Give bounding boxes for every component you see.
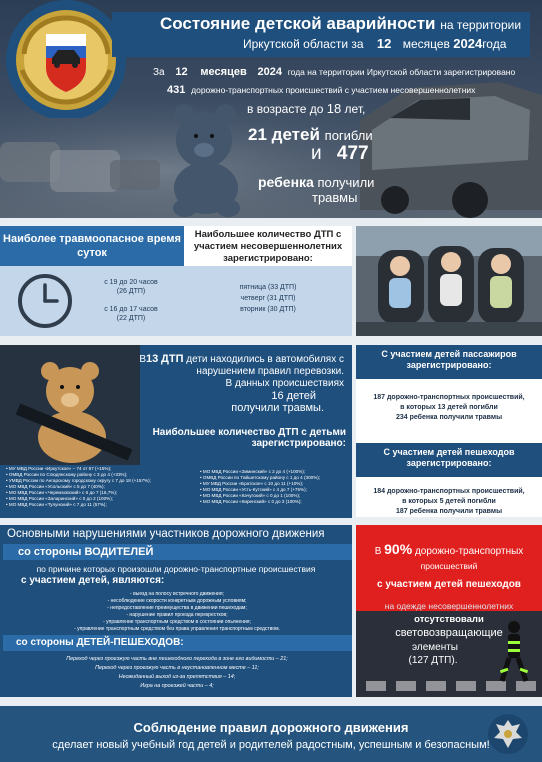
region-list-right: [200, 469, 350, 505]
traffic-police-emblem-icon: [0, 0, 130, 118]
reflect-r8: (127 ДТП).: [408, 655, 458, 666]
violations-panel: [0, 525, 352, 697]
list-item: • МО МВД России «Качугский» с 0 до 1 (100%);: [200, 493, 301, 498]
hero-killed-n: 21: [248, 125, 267, 144]
list-item: - управление транспортным средством в состоянии опьянения;: [103, 619, 251, 625]
time-slot-2-count: (22 ДТП): [116, 315, 146, 322]
passengers-b2: в которых 13 детей погибли: [400, 404, 498, 411]
reflect-r4: на одежде несовершеннолетних: [384, 601, 514, 611]
list-item: Переход через проезжую часть вне пешеходного перехода в зоне его видимости – 21;: [66, 656, 288, 662]
children-car-seats-photo: [356, 226, 542, 336]
reflect-r3: с участием детей пешеходов: [377, 579, 521, 590]
pedestrians-list: [9, 655, 345, 691]
list-item: • МО МВД России «Заларинский» с 0 до 2 (100%);: [6, 496, 114, 501]
hero-l1-n: 12: [175, 66, 188, 78]
hero-injured-n: 477: [336, 143, 369, 164]
car-seats-illustration: [356, 226, 542, 336]
page-subtitle: [243, 36, 506, 51]
footer-line-1: Соблюдение правил дорожного движения: [133, 720, 409, 735]
pedestrians-head: С участием детей пешеходов зарегистрировано:: [356, 443, 542, 477]
footer-line-2: сделает новый учебный год детей и родителей радостным, успешным и безопасным!: [52, 739, 490, 751]
hero-killed-word: детей: [271, 125, 320, 144]
time-slot-2: [86, 305, 176, 323]
region-list-left: [6, 466, 196, 508]
violations-intro: по причине которых произошли дорожно-транспортные происшествия: [36, 564, 316, 574]
belt-l1-dtp: ДТП: [161, 353, 184, 365]
list-item: - непредоставление преимущества в движении пешеходам;: [107, 605, 247, 611]
passengers-pedestrians-panel: [356, 345, 542, 515]
reflect-r1: дорожно-транспортных: [414, 546, 524, 557]
hero-l2-rest: дорожно-транспортных происшествий с участием несовершеннолетних: [191, 85, 476, 95]
belt-lines: [128, 353, 344, 414]
list-item: • УМВД России по Ангарскому городскому округу с 7 до 18 (+157%);: [6, 478, 151, 483]
passengers-b1: 187 дорожно-транспортных происшествий,: [373, 394, 525, 401]
list-item: - управление транспортным средством без права управления транспортным средством.: [74, 626, 280, 632]
teddy-bear-seatbelt-icon: [0, 345, 140, 465]
hero-and: [311, 143, 369, 165]
hero-l1-y: 2024: [257, 66, 282, 78]
pedestrians-body: [356, 487, 542, 517]
days-list: [184, 283, 352, 314]
hero-and-word: и: [311, 143, 322, 164]
time-panel-head: Наиболее травмоопасное время суток: [0, 226, 184, 266]
list-item: • МО МВД России «Тулунский» с 7 до 11 (57%);: [6, 502, 107, 507]
belt-line-1: [128, 353, 344, 366]
title-months-n: 12: [376, 36, 392, 51]
reflect-r5: отсутствовали: [414, 614, 484, 625]
day-3: вторник (30 ДТП): [240, 306, 296, 313]
reflectors-line-1: [356, 541, 542, 557]
violations-head: Основными нарушениями участников дорожного движения: [7, 528, 325, 540]
passengers-body: [356, 393, 542, 423]
hero-injured-word: ребенка: [258, 174, 314, 190]
days-panel-head: Наибольшее количество ДТП с участием несовершеннолетних зарегистрировано:: [184, 226, 352, 266]
hero-l1-pre: За: [153, 67, 165, 78]
reflect-pct-pre: В: [374, 546, 382, 557]
title-region: Иркутской области за: [243, 37, 364, 51]
belt-l1-n: 13: [146, 353, 159, 365]
time-slot-2-label: с 16 до 17 часов: [104, 306, 158, 313]
hero-banner: [0, 0, 542, 218]
list-item: Неожиданный выход из-за препятствия – 14;: [118, 674, 236, 680]
hero-injured-tail: травмы: [312, 190, 358, 205]
list-item: • МО МВД России «Киренский» с 0 до 3 (100%);: [200, 499, 302, 504]
hero-l3-unit: лет,: [344, 102, 366, 116]
pedestrians-b2: в которых 5 детей погибли: [402, 498, 496, 505]
list-item: Переход через проезжую часть в неустановленном месте – 11;: [95, 665, 259, 671]
list-item: Игра на проезжей части – 4;: [140, 683, 214, 689]
hero-line-3: [247, 101, 365, 116]
pedestrians-b1: 184 дорожно-транспортных происшествий,: [373, 488, 525, 495]
time-slot-1-label: с 19 до 20 часов: [104, 279, 158, 286]
list-item: • МУ МВД России «Иркутское» – 74 от 87 (+15%);: [6, 466, 112, 471]
title-year-word: года: [482, 37, 507, 51]
list-item: • МО МВД России «Усольский» с 5 до 7 (40%);: [6, 484, 105, 489]
reflect-r6: световозвращающие: [395, 627, 503, 639]
list-item: • ОМВД России по Слюдянскому району с 3 до 4 (+33%);: [6, 472, 128, 477]
hero-line-1: [153, 66, 515, 78]
belt-line-3: В данных происшествиях: [225, 378, 344, 389]
belt-line-2: нарушением правил перевозки.: [196, 366, 344, 377]
footer-banner: [0, 706, 542, 762]
list-item: • МУ МВД России «Братское» с 10 до 11 (+10%);: [200, 481, 304, 486]
hero-line-2: [167, 84, 475, 96]
violations-intro-2: с участием детей, являются:: [21, 575, 165, 586]
belt-l1-rest: дети находились в автомобилях с: [186, 354, 344, 365]
belt-line-4: 16 детей: [271, 390, 316, 402]
reflect-r7: элементы: [411, 642, 458, 653]
pedestrians-band: [3, 635, 352, 651]
title-tail: на территории: [440, 18, 522, 32]
seat-belt-panel: [0, 345, 352, 518]
list-item: • МО МВД России «Усть-Кутский» с 4 до 7 (+75%);: [200, 487, 307, 492]
pedestrians-b3: 187 ребенка получили травмы: [395, 508, 503, 515]
hero-l1-rest: года на территории Иркутской области зарегистрировано: [287, 67, 516, 77]
hero-l2-n: 431: [167, 84, 186, 96]
hero-l3-n: 18: [326, 101, 342, 116]
drivers-band: [3, 544, 352, 560]
drivers-band-label: со стороны ВОДИТЕЛЕЙ: [18, 546, 154, 558]
drivers-list: [9, 591, 345, 631]
day-2: четверг (31 ДТП): [240, 295, 296, 302]
passengers-head: С участием детей пассажиров зарегистрировано:: [356, 345, 542, 379]
clock-icon: [16, 272, 74, 330]
list-item: - нарушение правил проезда перекрестков;: [126, 612, 228, 618]
belt-line-5: получили травмы.: [231, 402, 324, 414]
list-item: - несоблюдение скорости конкретным дорожным условиям;: [107, 598, 247, 604]
dangerous-days-panel: [184, 226, 352, 336]
title-main: Состояние детской аварийности: [160, 14, 436, 33]
list-item: • МО МВД России «Черемховский» с 6 до 7 (16,7%);: [6, 490, 118, 495]
reflect-r2: происшествий: [420, 561, 478, 571]
hero-l3: в возрасте до: [247, 102, 324, 116]
hero-l1-m: месяцев: [200, 66, 247, 78]
list-item: - выезд на полосу встречного движения;: [130, 591, 224, 597]
passengers-b3: 234 ребенка получили травмы: [395, 414, 503, 421]
belt-subhead: Наибольшее количество ДТП с детьми зарегистрировано:: [152, 427, 346, 449]
time-slot-1-count: (26 ДТП): [116, 288, 146, 295]
police-eagle-emblem-icon: [486, 712, 530, 756]
hero-injured: [258, 174, 374, 190]
list-item: • ОМВД России по Тайшетскому району с 1 до 4 (300%);: [200, 475, 321, 480]
title-year: 2024: [453, 36, 483, 51]
day-1: пятница (33 ДТП): [239, 284, 297, 291]
hero-killed-verb: погибли: [324, 128, 373, 143]
list-item: • МО МВД России «Зиминский» с 2 до 4 (+100%);: [200, 469, 306, 474]
reflectors-panel: [356, 525, 542, 697]
hero-killed: [248, 125, 373, 145]
pedestrians-band-label: со стороны ДЕТЕЙ-ПЕШЕХОДОВ:: [16, 637, 184, 648]
reflect-pct: 90%: [384, 541, 413, 557]
hero-injured-verb: получили: [317, 175, 375, 190]
page-title: [160, 14, 521, 34]
dangerous-time-panel: [0, 226, 184, 336]
title-months-word: месяцев: [402, 37, 450, 51]
time-slot-1: [86, 278, 176, 296]
belt-l1-pre: В: [139, 354, 146, 365]
